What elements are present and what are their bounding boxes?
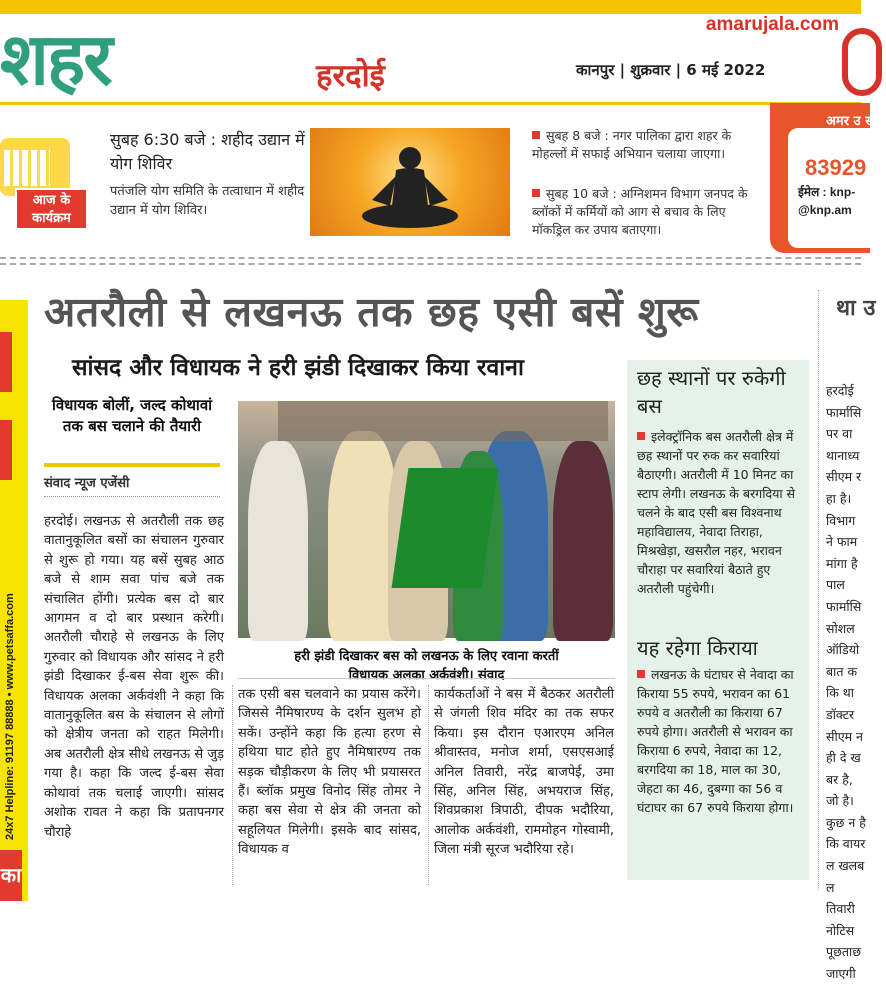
article-byline: संवाद न्यूज एजेंसी	[44, 476, 130, 491]
masthead-divider	[0, 102, 861, 105]
article-kicker: विधायक बोलीं, जल्द कोथावां तक बस चलाने की तैयारी	[51, 396, 213, 435]
schedule-text-2: सुबह 10 बजे : अग्निशमन विभाग जनपद के ब्लॉकों में कर्मियों को आग से बचाव के लिए मॉकड्रिल कर उपाय बताएगा।	[532, 186, 748, 237]
sidebar-heading-stops: छह स्थानों पर रुकेगी बस	[637, 366, 786, 418]
dateline: कानपुर | शुक्रवार | 6 मई 2022	[576, 61, 766, 79]
city-title: हरदोई	[316, 58, 385, 94]
sidebar-fare-body: लखनऊ के घंटाघर से नेवादा का किराया 55 रुपये, भरावन का 61 रुपये व अतरौली का किराया 67 रुपये होगा। अतरौली से भरावन का किराया 6 रुपये, नेवादा का 12, बरगदिया का 18, माल का 30, जेहटा का 46, दुबग्गा का 56 व घंटाघर का 67 रुपये किराया होगा।	[637, 667, 794, 815]
sidebar-stops-text	[637, 427, 803, 598]
column-rule	[232, 685, 233, 885]
brand-logo[interactable]: amarujala.com	[705, 14, 839, 35]
article-headline: अतरौली से लखनऊ तक छह एसी बसें शुरू	[44, 288, 699, 336]
schedule-item-2	[532, 185, 767, 239]
photo-caption	[238, 647, 615, 685]
ad-vertical-text: 24x7 Helpline: 91197 88888 • www.petsaffa.com	[4, 593, 16, 840]
byline-rule	[44, 496, 220, 497]
helpline-number: 83929	[805, 155, 867, 180]
caption-line-1: हरी झंडी दिखाकर बस को लखनऊ के लिए रवाना करतीं	[294, 649, 559, 664]
bullet-icon	[532, 131, 540, 139]
adjacent-headline: था उ	[836, 296, 876, 321]
email-line-2: @knp.am	[798, 203, 852, 217]
adjacent-article-text: हरदोई फार्मासि पर वा थानाध्य सीएम रहा है। विभाग ने फाम मांगा है पाल फार्मासि सोशल ऑडियो बात क कि था डॉक्टर सीएम नही दे खबर है, जो है। कुछ न है कि वायरल खलबल तिवारी नोटिस पूछताछ जाएगी	[826, 383, 866, 982]
ad-bottom-text: का	[0, 850, 22, 901]
section-title: शहर	[0, 17, 111, 101]
yoga-text: पतंजलि योग समिति के तत्वाधान में शहीद उद्यान में योग शिविर।	[110, 184, 305, 218]
article-column-1: हरदोई। लखनऊ से अतरौली तक छह वातानुकूलित बसों का संचालन गुरुवार से शुरू हो गया। यह बसें सुबह आठ बजे से शाम सवा पांच बजे तक संचालित होंगी। प्रत्येक बस दो बार आगमन व दो बार प्रस्थान करेगी। अतरौली चौराहे से लखनऊ के लिए गुरुवार को विधायक और सांसद ने हरी झंडी दिखाकर ई-बस सेवा शुरू की। विधायक अलका अर्कवंशी ने कहा कि वातानुकूलित बस के संचालन से लोगों को क्षेत्रीय जनता को राहत मिलेगी। अब अतरौली क्षेत्र सीधे लखनऊ से जुड़ गया है। कहा कि जल्द ई-बस सेवा कोथावां तक चलाई जाएगी। सांसद अशोक रावत ने कहा कि प्रतापनगर चौराहे	[44, 514, 224, 840]
article-column-3: कार्यकर्ताओं ने बस में बैठकर अतरौली से जंगली शिव मंदिर का तक सफर किया। इस दौरान एआरएम अनिल श्रीवास्तव, मनोज शर्मा, एसएसआई अनिल तिवारी, नरेंद्र बाजपेई, उमा सिंह, अनिल सिंह, अभयराज सिंह, शिवप्रकाश त्रिपाठी, दीपक भदौरिया, आलोक अर्कवंशी, राममोहन गोस्वामी, जिला मंत्री सूरज भदौरिया रहे।	[434, 687, 614, 858]
divider-dashed	[0, 263, 861, 265]
schedule-text-1: सुबह 8 बजे : नगर पालिका द्वारा शहर के मोहल्लों में सफाई अभियान चलाया जाएगा।	[532, 128, 732, 161]
bullet-icon	[532, 189, 540, 197]
badge-line-2: कार्यक्रम	[32, 211, 71, 226]
logo-corner-mark	[842, 28, 882, 96]
column-rule	[428, 685, 429, 885]
helpline-title: अमर उ संप	[826, 114, 882, 129]
bullet-icon	[637, 432, 645, 440]
article-column-2: तक एसी बस चलवाने का प्रयास करेंगे। जिससे नैमिषारण्य के दर्शन सुलभ हो सकें। उन्होंने कहा कि हत्या हरण से हथिया घाट होते हुए नैमिषारण्य तक सड़क चौड़ीकरण के लिए भी प्रयासरत हैं। ब्लॉक प्रमुख विनोद सिंह तोमर ने कहा बस सेवा से क्षेत्र की जनता को सहूलियत मिलेगी। इसके बाद सांसद, विधायक व	[238, 687, 421, 858]
email-line-1: ईमेल : knp-	[798, 185, 856, 199]
green-flag	[392, 468, 499, 588]
sidebar-stops-body: इलेक्ट्रॉनिक बस अतरौली क्षेत्र में छह स्थानों पर रुक कर सवारियां बैठाएगी। अतरौली में 10 मिनट का स्टाप लेगी। लखनऊ के बरगदिया से चलने के बाद एसी बस विश्वनाथ महाविद्यालय, नेवादा तिराहा, मिश्रखेड़ा, खसरौल नहर, भरावन चौराहा पर सवारियां बैठाते हुए अतरौली पहुंचेगी।	[637, 429, 796, 596]
bullet-icon	[637, 670, 645, 678]
ad-red-block	[0, 420, 12, 480]
sidebar-heading-fare: यह रहेगा किराया	[637, 636, 758, 660]
yoga-image	[310, 128, 510, 236]
yoga-title: सुबह 6:30 बजे : शहीद उद्यान में योग शिविर	[110, 130, 305, 173]
sidebar-fare-text	[637, 665, 803, 817]
caption-rule	[238, 678, 615, 679]
badge-line-1: आज के	[32, 193, 71, 208]
column-rule	[818, 290, 819, 890]
masthead-bar	[0, 0, 861, 14]
ad-red-block	[0, 332, 12, 392]
helpline-email	[798, 183, 868, 219]
schedule-item-1	[532, 127, 767, 163]
caption-line-2: विधायक अलका अर्कवंशी। संवाद	[348, 668, 505, 683]
meditation-silhouette	[310, 128, 510, 236]
article-subhead: सांसद और विधायक ने हरी झंडी दिखाकर किया रवाना	[72, 355, 524, 381]
kicker-underline	[44, 463, 220, 467]
calendar-grid	[4, 150, 50, 186]
programme-badge	[15, 188, 88, 230]
divider-dashed	[0, 257, 861, 259]
